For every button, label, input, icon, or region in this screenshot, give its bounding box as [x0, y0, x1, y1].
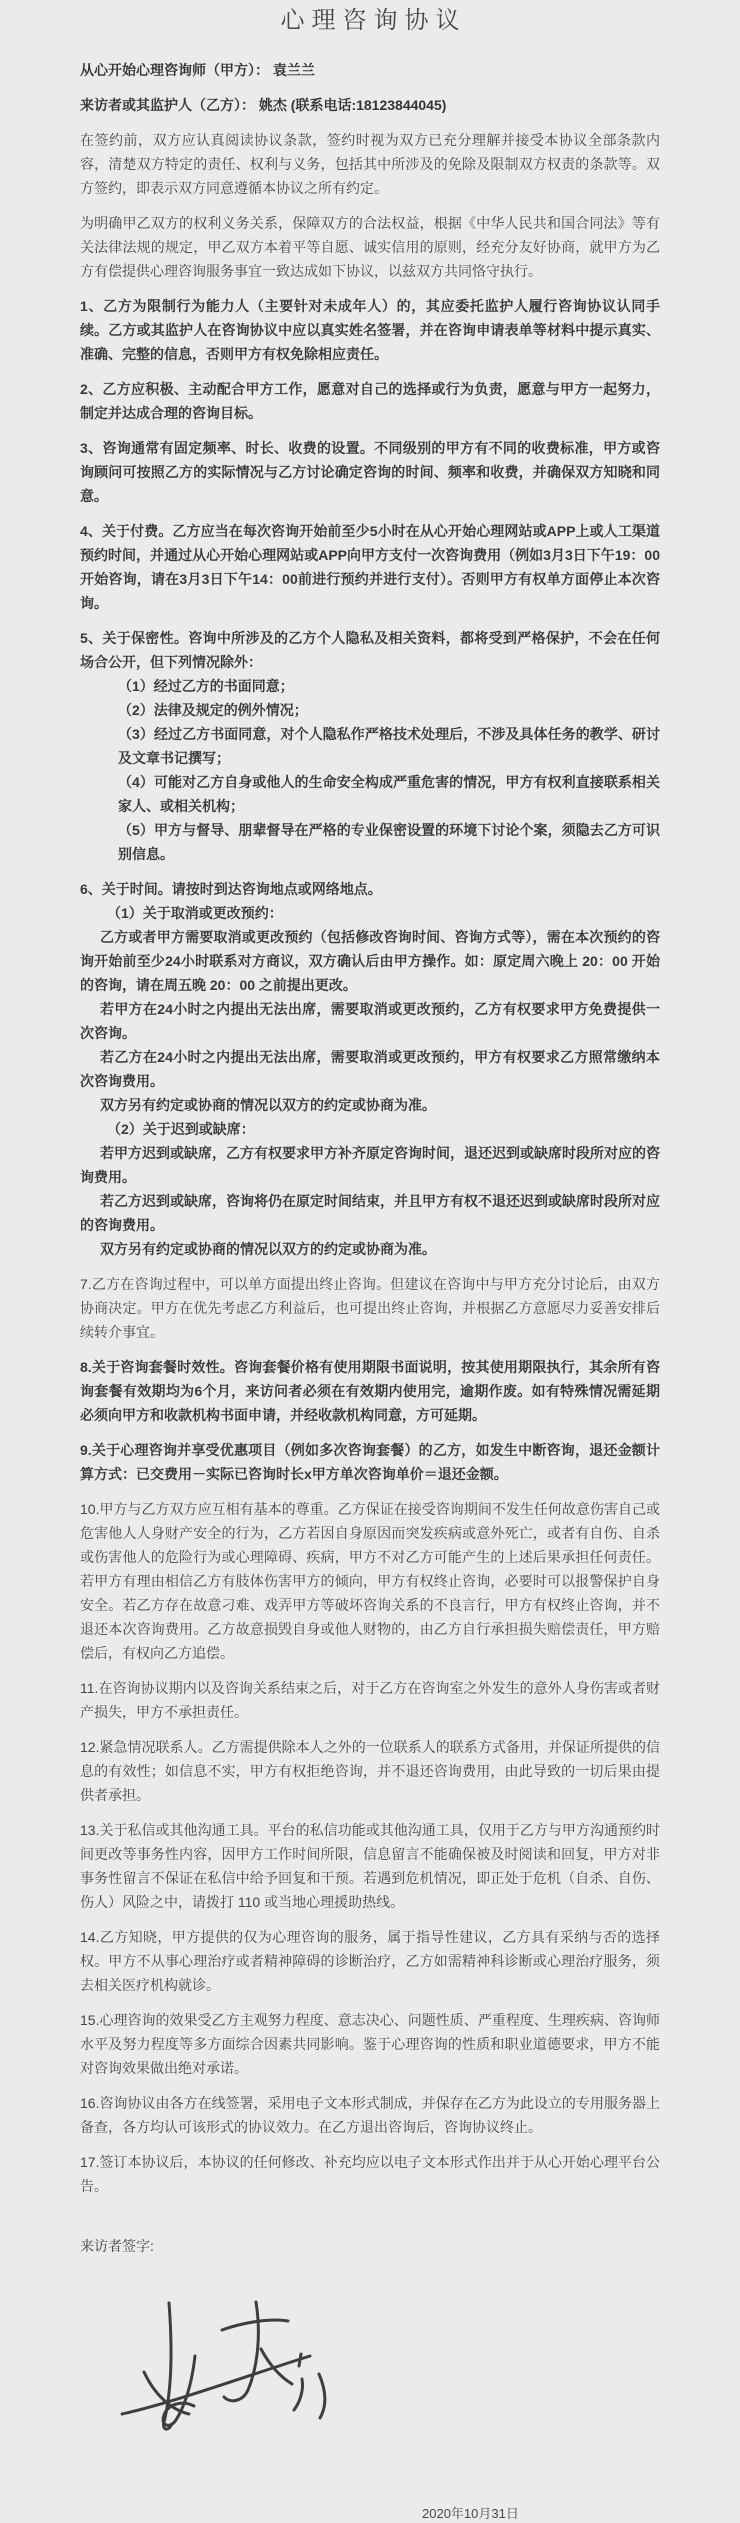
document-date: 2020年10月31日 [422, 2506, 519, 2521]
clause-6-sub-1-title: （1）关于取消或更改预约： [107, 905, 283, 921]
clause-2: 2、乙方应积极、主动配合甲方工作，愿意对自己的选择或行为负责，愿意与甲方一起努力，制定并达成合理的咨询目标。 [80, 381, 660, 421]
page-title: 心理咨询协议 [280, 7, 467, 34]
clause-6-sub-1-text-2: 若甲方在24小时之内提出无法出席，需要取消或更改预约，乙方有权要求甲方免费提供一次咨询。 [80, 1001, 660, 1041]
clause-12: 12.紧急情况联系人。乙方需提供除本人之外的一位联系人的联系方式备用，并保证所提供的信息的有效性；如信息不实，甲方有权拒绝咨询，并不退还咨询费用，由此导致的一切后果由提供者承担。 [80, 1739, 660, 1803]
clause-15: 15.心理咨询的效果受乙方主观努力程度、意志决心、问题性质、严重程度、生理疾病、咨询师水平及努力程度等多方面综合因素共同影响。鉴于心理咨询的性质和职业道德要求，甲方不能对咨询效果做出绝对承诺。 [80, 2012, 660, 2076]
intro-paragraph-1: 在签约前，双方应认真阅读协议条款，签约时视为双方已充分理解并接受本协议全部条款内容，清楚双方特定的责任、权利与义务，包括其中所涉及的免除及限制双方权责的条款等。双方签约，即表示双方同意遵循本协议之所有约定。 [80, 132, 660, 196]
clause-5-item-2: （2）法律及规定的例外情况； [118, 702, 308, 718]
clause-5-item-1: （1）经过乙方的书面同意； [118, 678, 294, 694]
clause-6-sub-1-text-3: 若乙方在24小时之内提出无法出席，需要取消或更改预约，甲方有权要求乙方照常缴纳本次咨询费用。 [80, 1049, 660, 1089]
clause-14: 14.乙方知晓，甲方提供的仅为心理咨询的服务，属于指导性建议，乙方具有采纳与否的选择权。甲方不从事心理治疗或者精神障碍的诊断治疗，乙方如需精神科诊断或心理治疗服务，须去相关医疗机构就诊。 [80, 1929, 660, 1993]
clause-6-sub-2-text-1: 若甲方迟到或缺席，乙方有权要求甲方补齐原定咨询时间，退还迟到或缺席时段所对应的咨询费用。 [80, 1145, 660, 1185]
party-a-line: 从心开始心理咨询师（甲方）： 袁兰兰 [80, 62, 315, 78]
signature-image [116, 2294, 376, 2439]
clause-7: 7.乙方在咨询过程中，可以单方面提出终止咨询。但建议在咨询中与甲方充分讨论后，由双方协商决定。甲方在优先考虑乙方利益后，也可提出终止咨询，并根据乙方意愿尽力妥善安排后续转介事宜。 [80, 1276, 660, 1340]
clause-5-item-4: （4）可能对乙方自身或他人的生命安全构成严重危害的情况，甲方有权利直接联系相关家人、或相关机构； [118, 774, 660, 814]
clause-8: 8.关于咨询套餐时效性。咨询套餐价格有使用期限书面说明，按其使用期限执行，其余所有咨询套餐有效期均为6个月，来访问者必须在有效期内使用完，逾期作废。如有特殊情况需延期必须向甲方和收款机构书面申请，并经收款机构同意，方可延期。 [80, 1359, 660, 1423]
clause-5: 5、关于保密性。咨询中所涉及的乙方个人隐私及相关资料，都将受到严格保护，不会在任何场合公开，但下列情况除外： [80, 630, 660, 670]
signature-section [80, 2234, 660, 2449]
clause-11: 11.在咨询协议期内以及咨询关系结束之后，对于乙方在咨询室之外发生的意外人身伤害或者财产损失，甲方不承担责任。 [80, 1680, 660, 1720]
document-body [80, 58, 660, 2198]
clause-13: 13.关于私信或其他沟通工具。平台的私信功能或其他沟通工具，仅用于乙方与甲方沟通预约时间更改等事务性内容，因甲方工作时间所限，信息留言不能确保被及时阅读和回复，甲方对非事务性留言不保证在私信中给予回复和干预。若遇到危机情况，即正处于危机（自杀、自伤、伤人）风险之中，请拨打 110 或当地心理援助热线。 [80, 1822, 660, 1910]
clause-6-sub-2-text-3: 双方另有约定或协商的情况以双方的约定或协商为准。 [100, 1241, 436, 1257]
signature-label: 来访者签字: [80, 2238, 154, 2254]
clause-4: 4、关于付费。乙方应当在每次咨询开始前至少5小时在从心开始心理网站或APP上或人工渠道预约时间，并通过从心开始心理网站或APP向甲方支付一次咨询费用（例如3月3日下午19：00开始咨询，请在3月3日下午14：00前进行预约并进行支付）。否则甲方有权单方面停止本次咨询。 [80, 523, 660, 611]
clause-6-sub-2-text-2: 若乙方迟到或缺席，咨询将仍在原定时间结束，并且甲方有权不退还迟到或缺席时段所对应的咨询费用。 [80, 1193, 660, 1233]
clause-3: 3、咨询通常有固定频率、时长、收费的设置。不同级别的甲方有不同的收费标准，甲方或咨询顾问可按照乙方的实际情况与乙方讨论确定咨询的时间、频率和收费，并确保双方知晓和同意。 [80, 440, 660, 504]
clause-5-item-3: （3）经过乙方书面同意，对个人隐私作严格技术处理后，不涉及具体任务的教学、研讨及文章书记撰写； [118, 726, 660, 766]
clause-1: 1、乙方为限制行为能力人（主要针对未成年人）的，其应委托监护人履行咨询协议认同手续。乙方或其监护人在咨询协议中应以真实姓名签署，并在咨询申请表单等材料中提示真实、准确、完整的信息，否则甲方有权免除相应责任。 [80, 298, 660, 362]
clause-6: 6、关于时间。请按时到达咨询地点或网络地点。 [80, 881, 382, 897]
clause-6-sub-1-text-1: 乙方或者甲方需要取消或更改预约（包括修改咨询时间、咨询方式等），需在本次预约的咨询开始前至少24小时联系对方商议，双方确认后由甲方操作。如：原定周六晚上 20：00 开始的咨询，请在周五晚 20：00 之前提出更改。 [80, 929, 660, 993]
clause-5-item-5: （5）甲方与督导、朋辈督导在严格的专业保密设置的环境下讨论个案，须隐去乙方可识别信息。 [118, 822, 660, 862]
clause-17: 17.签订本协议后，本协议的任何修改、补充均应以电子文本形式作出并于从心开始心理平台公告。 [80, 2154, 660, 2194]
clause-6-sub-2-title: （2）关于迟到或缺席： [107, 1121, 255, 1137]
clause-10: 10.甲方与乙方双方应互相有基本的尊重。乙方保证在接受咨询期间不发生任何故意伤害自己或危害他人人身财产安全的行为，乙方若因自身原因而突发疾病或意外死亡，或者有自伤、自杀或伤害他人的危险行为或心理障碍、疾病，甲方不对乙方可能产生的上述后果承担任何责任。若甲方有理由相信乙方有肢体伤害甲方的倾向，甲方有权终止咨询，必要时可以报警保护自身安全。若乙方存在故意刁难、戏弄甲方等破坏咨询关系的不良言行，甲方有权终止咨询，并不退还本次咨询费用。乙方故意损毁自身或他人财物的，由乙方自行承担损失赔偿责任，甲方赔偿后，有权向乙方追偿。 [80, 1501, 660, 1661]
intro-paragraph-2: 为明确甲乙双方的权利义务关系，保障双方的合法权益，根据《中华人民共和国合同法》等有关法律法规的规定，甲乙双方本着平等自愿、诚实信用的原则，经充分友好协商，就甲方为乙方有偿提供心理咨询服务事宜一致达成如下协议，以兹双方共同恪守执行。 [80, 215, 660, 279]
party-b-line: 来访者或其监护人（乙方）： 姚杰 (联系电话:18123844045) [80, 97, 447, 113]
clause-9: 9.关于心理咨询并享受优惠项目（例如多次咨询套餐）的乙方，如发生中断咨询，退还金额计算方式：已交费用－实际已咨询时长x甲方单次咨询单价＝退还金额。 [80, 1442, 660, 1482]
clause-16: 16.咨询协议由各方在线签署，采用电子文本形式制成，并保存在乙方为此设立的专用服务器上备查，各方均认可该形式的协议效力。在乙方退出咨询后，咨询协议终止。 [80, 2095, 660, 2135]
clause-6-sub-1-text-4: 双方另有约定或协商的情况以双方的约定或协商为准。 [100, 1097, 436, 1113]
